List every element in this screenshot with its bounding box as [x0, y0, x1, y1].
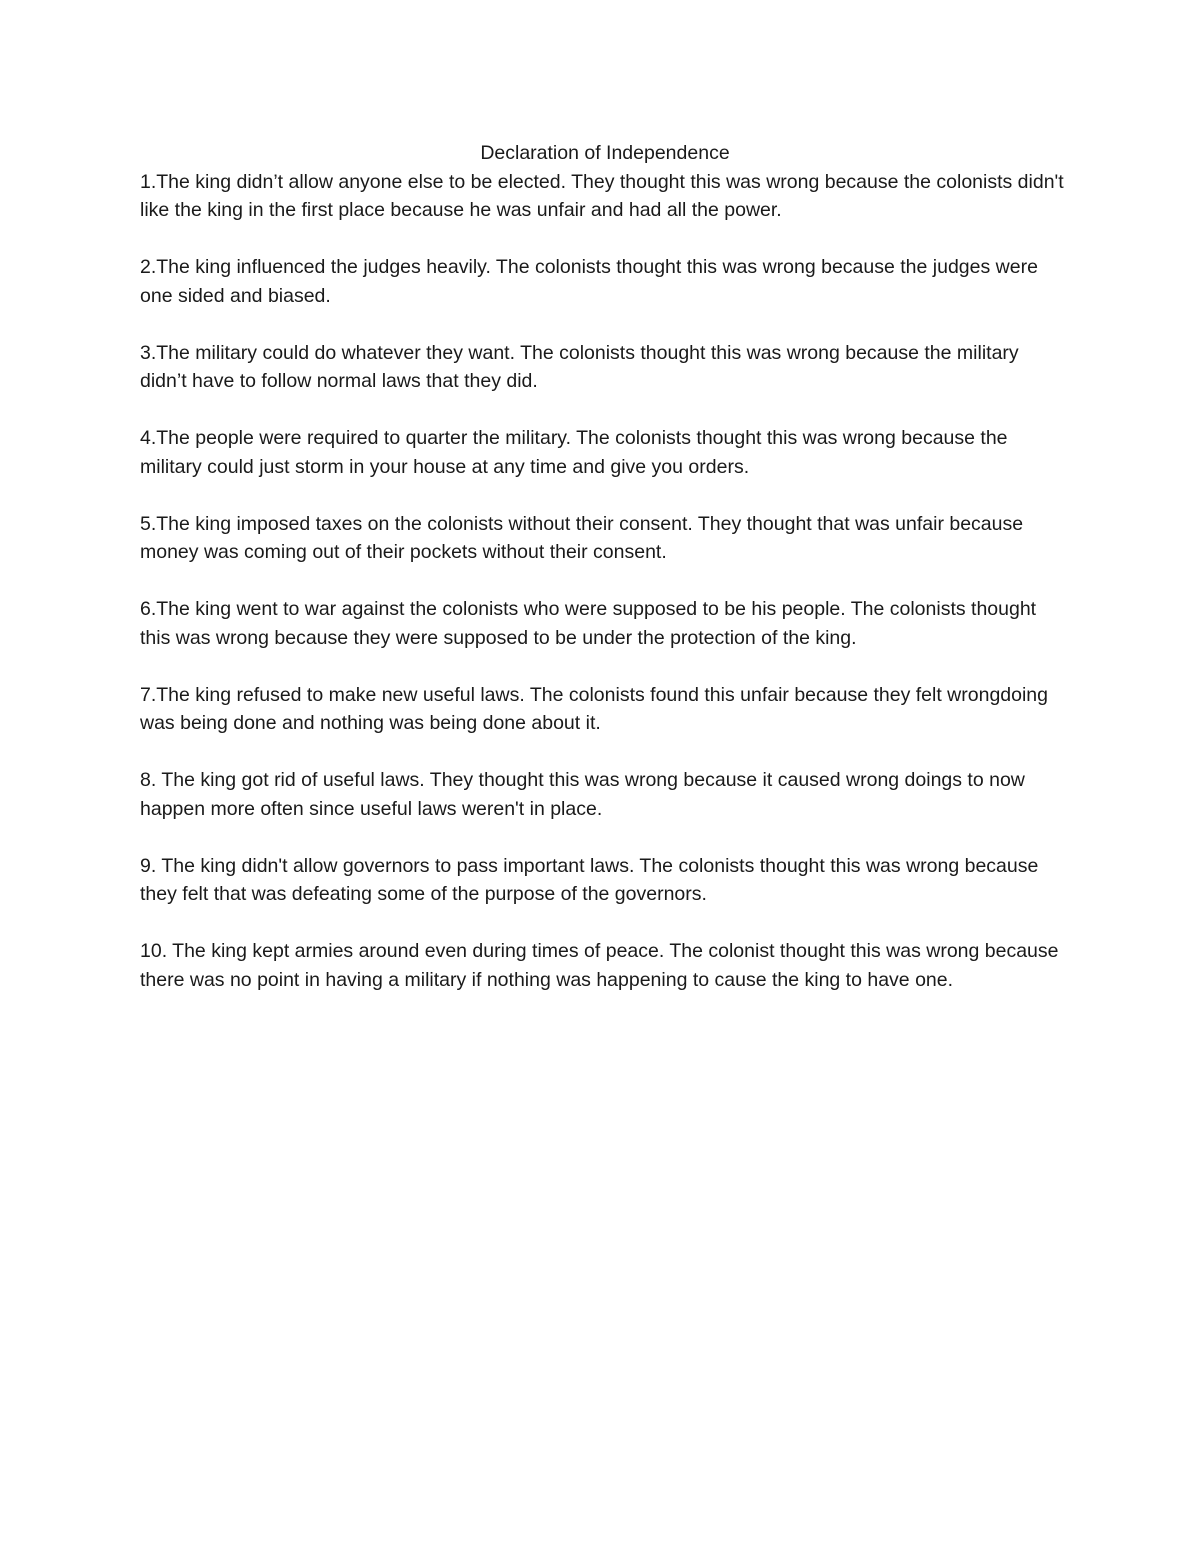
grievance-paragraph-10: 10. The king kept armies around even during times of peace. The colonist thought this was wrong because there was no point in having a military if nothing was happening to cause the king to have one.	[140, 940, 1059, 991]
grievance-paragraph-1: 1.The king didn’t allow anyone else to be elected. They thought this was wrong because the colonists didn't like the king in the first place because he was unfair and had all the power.	[140, 170, 1064, 221]
grievance-paragraph-2: 2.The king influenced the judges heavily. The colonists thought this was wrong because the judges were one sided and biased.	[140, 256, 1038, 307]
grievance-paragraph-5: 5.The king imposed taxes on the colonists without their consent. They thought that was unfair because money was coming out of their pockets without their consent.	[140, 512, 1024, 563]
document-title: Declaration of Independence	[480, 142, 730, 164]
grievance-paragraph-3: 3.The military could do whatever they want. The colonists thought this was wrong because the military didn’t have to follow normal laws that they did.	[140, 341, 1019, 392]
grievance-paragraph-6: 6.The king went to war against the colonists who were supposed to be his people. The colonists thought this was wrong because they were supposed to be under the protection of the king.	[140, 598, 1037, 649]
grievance-paragraph-9: 9. The king didn't allow governors to pass important laws. The colonists thought this was wrong because they felt that was defeating some of the purpose of the governors.	[140, 854, 1039, 905]
grievance-paragraph-8: 8. The king got rid of useful laws. They thought this was wrong because it caused wrong doings to now happen more often since useful laws weren't in place.	[140, 769, 1025, 820]
grievance-paragraph-7: 7.The king refused to make new useful laws. The colonists found this unfair because they felt wrongdoing was being done and nothing was being done about it.	[140, 683, 1048, 734]
document-body	[140, 139, 1070, 1023]
grievance-paragraph-4: 4.The people were required to quarter the military. The colonists thought this was wrong because the military could just storm in your house at any time and give you orders.	[140, 427, 1008, 478]
